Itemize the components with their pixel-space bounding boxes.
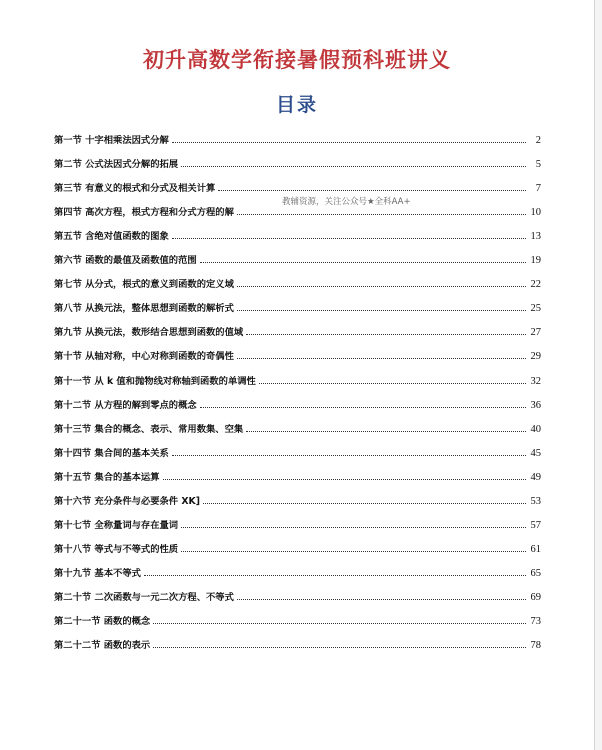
toc-entry[interactable] bbox=[54, 338, 541, 362]
dot-leader bbox=[172, 454, 526, 456]
toc-entry-label: 第十四节 集合间的基本关系 bbox=[54, 447, 169, 459]
dot-leader bbox=[181, 550, 526, 552]
toc-entry[interactable] bbox=[54, 627, 541, 651]
dot-leader bbox=[163, 478, 526, 480]
toc-entry-page-number: 61 bbox=[530, 543, 541, 555]
toc-entry-page-number: 69 bbox=[530, 591, 541, 603]
toc-entry-page-number: 40 bbox=[530, 423, 541, 435]
toc-entry-label: 第二节 公式法因式分解的拓展 bbox=[54, 159, 179, 171]
toc-entry-label: 第十二节 从方程的解到零点的概念 bbox=[54, 399, 197, 411]
toc-entry-label: 第六节 函数的最值及函数值的范围 bbox=[54, 255, 197, 267]
dot-leader bbox=[246, 430, 526, 432]
toc-entry-label: 第十六节 充分条件与必要条件 XK] bbox=[54, 495, 200, 507]
toc-entry[interactable] bbox=[54, 603, 541, 627]
toc-entry-label: 第十五节 集合的基本运算 bbox=[54, 471, 160, 483]
dot-leader bbox=[153, 622, 526, 624]
toc-heading: 目录 bbox=[275, 94, 318, 116]
toc-entry-label: 第十七节 全称量词与存在量词 bbox=[54, 519, 179, 531]
dot-leader bbox=[237, 213, 526, 215]
toc-entry-label: 第四节 高次方程，根式方程和分式方程的解 bbox=[54, 207, 234, 219]
toc-entry-page-number: 25 bbox=[530, 303, 541, 315]
toc-entry-page-number: 78 bbox=[530, 640, 541, 652]
toc-entry[interactable] bbox=[54, 122, 541, 146]
toc-entry-label: 第十三节 集合的概念、表示、常用数集、空集 bbox=[54, 423, 244, 435]
dot-leader bbox=[237, 357, 526, 359]
dot-leader bbox=[246, 333, 526, 335]
toc-entry-page-number: 53 bbox=[530, 495, 541, 507]
toc-entry-label: 第三节 有意义的根式和分式及相关计算 bbox=[54, 183, 216, 195]
toc-entry-page-number: 19 bbox=[530, 255, 541, 267]
dot-leader bbox=[172, 141, 526, 143]
toc-entry-label: 第二十一节 函数的概念 bbox=[54, 615, 151, 627]
watermark-text: 教辅资源，关注公众号★全科AA+ bbox=[282, 197, 411, 207]
toc-entry[interactable] bbox=[54, 411, 541, 435]
toc-entry[interactable] bbox=[54, 507, 541, 531]
toc-entry-page-number: 13 bbox=[530, 231, 541, 243]
toc-entry-label: 第二十二节 函数的表示 bbox=[54, 640, 151, 652]
toc-entry-label: 第十节 从轴对称，中心对称到函数的奇偶性 bbox=[54, 351, 234, 363]
dot-leader bbox=[181, 526, 526, 528]
toc-entry-label: 第二十节 二次函数与一元二次方程、不等式 bbox=[54, 591, 234, 603]
dot-leader bbox=[144, 574, 526, 576]
toc-entry[interactable] bbox=[54, 314, 541, 338]
dot-leader bbox=[237, 309, 526, 311]
toc-entry-page-number: 36 bbox=[530, 399, 541, 411]
dot-leader bbox=[218, 189, 526, 191]
dot-leader bbox=[259, 382, 526, 384]
toc-entry[interactable] bbox=[54, 483, 541, 507]
toc-entry-label: 第十八节 等式与不等式的性质 bbox=[54, 543, 179, 555]
toc-entry-page-number: 2 bbox=[535, 135, 541, 147]
toc-entry[interactable] bbox=[54, 459, 541, 483]
toc-entry[interactable] bbox=[54, 146, 541, 170]
toc-entry-label: 第八节 从换元法，整体思想到函数的解析式 bbox=[54, 303, 234, 315]
toc-entry-page-number: 73 bbox=[530, 615, 541, 627]
toc-entry-label: 第九节 从换元法，数形结合思想到函数的值域 bbox=[54, 327, 244, 339]
toc-entry-page-number: 5 bbox=[535, 159, 541, 171]
toc-entry[interactable] bbox=[54, 242, 541, 266]
toc-entry[interactable] bbox=[54, 435, 541, 459]
dot-leader bbox=[153, 646, 526, 648]
toc-entry[interactable] bbox=[54, 555, 541, 579]
dot-leader bbox=[203, 502, 526, 504]
document-title: 初升高数学衔接暑假预科班讲义 bbox=[143, 47, 451, 72]
toc-entry-page-number: 29 bbox=[530, 351, 541, 363]
toc-entry[interactable] bbox=[54, 290, 541, 314]
toc-entry[interactable] bbox=[54, 531, 541, 555]
toc-entry-page-number: 27 bbox=[530, 327, 541, 339]
toc-entry-label: 第十九节 基本不等式 bbox=[54, 567, 141, 579]
dot-leader bbox=[200, 261, 526, 263]
toc-entry-label: 第一节 十字相乘法因式分解 bbox=[54, 135, 169, 147]
toc-entry[interactable] bbox=[54, 218, 541, 242]
dot-leader bbox=[181, 165, 526, 167]
dot-leader bbox=[237, 285, 526, 287]
toc-entry-page-number: 22 bbox=[530, 279, 541, 291]
toc-entry-label: 第七节 从分式，根式的意义到函数的定义域 bbox=[54, 279, 234, 291]
toc-entry-label: 第五节 含绝对值函数的图象 bbox=[54, 231, 169, 243]
toc-entry[interactable] bbox=[54, 387, 541, 411]
toc-entry[interactable] bbox=[54, 170, 541, 194]
toc-entry[interactable] bbox=[54, 362, 541, 386]
dot-leader bbox=[172, 237, 526, 239]
toc-entry-page-number: 57 bbox=[530, 519, 541, 531]
toc-entry[interactable] bbox=[54, 266, 541, 290]
toc-entry-page-number: 49 bbox=[530, 471, 541, 483]
dot-leader bbox=[237, 598, 526, 600]
toc-entry[interactable] bbox=[54, 579, 541, 603]
toc-entry-label: 第十一节 从 k 值和抛物线对称轴到函数的单调性 bbox=[54, 375, 256, 387]
toc-entry-page-number: 32 bbox=[530, 375, 541, 387]
toc-entry-page-number: 10 bbox=[530, 207, 541, 219]
dot-leader bbox=[200, 406, 526, 408]
toc-entry-page-number: 7 bbox=[535, 183, 541, 195]
toc-entry-page-number: 65 bbox=[530, 567, 541, 579]
toc-entry-page-number: 45 bbox=[530, 447, 541, 459]
